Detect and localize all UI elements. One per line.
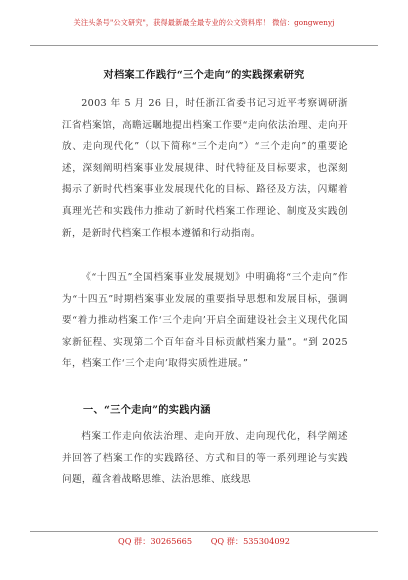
header-banner: 关注头条号"公文研究"，获得最新最全最专业的公文资料库！ 微信：gongwenyj bbox=[73, 18, 335, 27]
footer bbox=[0, 536, 408, 547]
footer-divider bbox=[30, 531, 378, 532]
footer-qq-group-2: QQ 群：535304092 bbox=[210, 536, 290, 546]
document-title: 对档案工作践行“三个走向”的实践探索研究 bbox=[103, 69, 305, 81]
header-divider bbox=[30, 45, 378, 46]
paragraph-2: 《“十四五”全国档案事业发展规划》中明确将“三个走向”作为“十四五”时期档案事业发展的重要指导思想和发展目标，强调要“着力推动档案工作‘三个走向’开启全面建设社会主义现代化国家新征程、实现第二个百年奋斗目标贡献档案力量”。“到 2025 年，档案工作‘三个走向’取得实质性进展。” bbox=[62, 272, 348, 370]
section-heading: 一、“三个走向”的实践内涵 bbox=[83, 404, 211, 416]
paragraph-3: 档案工作走向依法治理、走向开放、走向现代化，科学阐述并回答了档案工作的实践路径、方式和目的等一系列理论与实践问题，蕴含着战略思维、法治思维、底线思 bbox=[62, 431, 348, 486]
footer-qq-group-1: QQ 群：30265665 bbox=[118, 536, 193, 546]
paragraph-1: 2003 年 5 月 26 日，时任浙江省委书记习近平考察调研浙江省档案馆，高瞻远瞩地提出档案工作要“走向依法治理、走向开放、走向现代化”（以下简称“三个走向”）“三个走向”的重要论述，深刻阐明档案事业发展规律、时代特征及目标要求，也深刻揭示了新时代档案事业发展现代化的目标、路径及方法，闪耀着真理光芒和实践伟力推动了新时代档案工作理论、制度及实践创新，是新时代档案工作根本遵循和行动指南。 bbox=[62, 98, 348, 239]
